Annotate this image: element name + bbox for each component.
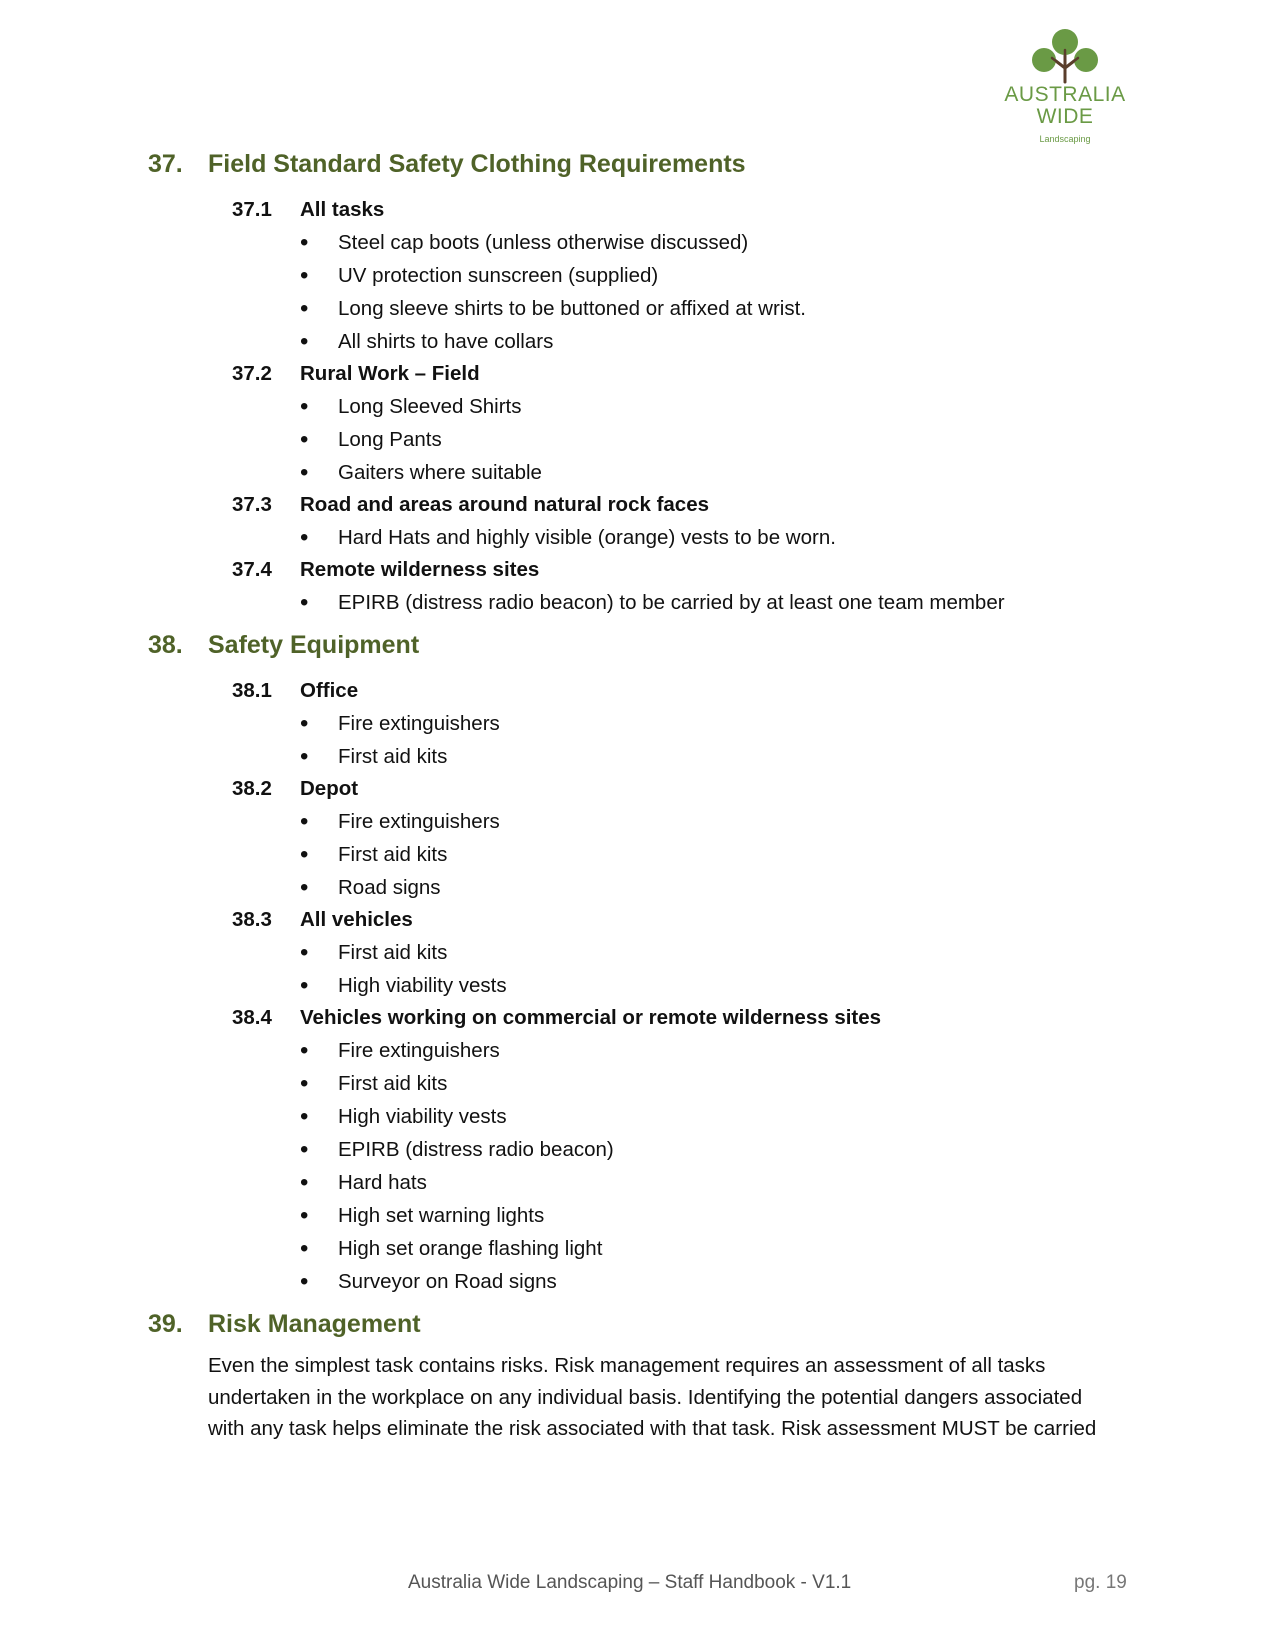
subsection-number: 37.3: [232, 493, 272, 516]
subsection-37-4: [232, 554, 1148, 619]
logo-name-line1: AUSTRALIA: [1004, 83, 1126, 106]
page-number: pg. 19: [1074, 1572, 1127, 1593]
list-item: • Gaiters where suitable: [300, 456, 1148, 489]
footer-title: Australia Wide Landscaping – Staff Handbook - V1.1: [408, 1572, 852, 1593]
subsection-title: Vehicles working on commercial or remote wilderness sites: [300, 1006, 882, 1029]
section-38: [148, 625, 1148, 1298]
list-item: • High viability vests: [300, 969, 1148, 1002]
subsection-number: 38.4: [232, 1006, 272, 1029]
subsection-number: 38.3: [232, 908, 272, 931]
subsection-title: Office: [300, 679, 359, 702]
logo-name-line2: WIDE: [1036, 105, 1094, 128]
subsection-37-1: [232, 194, 1148, 358]
list-item: • Surveyor on Road signs: [300, 1265, 1148, 1298]
subsection-title: Road and areas around natural rock faces: [300, 493, 709, 516]
section-number: 37.: [148, 150, 183, 178]
subsection-37-3: [232, 489, 1148, 554]
subsection-title: All vehicles: [300, 908, 413, 931]
subsection-number: 38.1: [232, 679, 272, 702]
list-item: • Long Pants: [300, 423, 1148, 456]
list-item: • UV protection sunscreen (supplied): [300, 259, 1148, 292]
document-body: [148, 144, 1148, 1465]
list-item: • Long sleeve shirts to be buttoned or affixed at wrist.: [300, 292, 1148, 325]
list-item: • First aid kits: [300, 936, 1148, 969]
list-item: • Fire extinguishers: [300, 805, 1148, 838]
list-item: • High set warning lights: [300, 1199, 1148, 1232]
list-item: • High viability vests: [300, 1100, 1148, 1133]
list-item: • Road signs: [300, 871, 1148, 904]
section-heading: [148, 144, 1148, 184]
subsection-title: Rural Work – Field: [300, 362, 480, 385]
subsection-38-1: [232, 675, 1148, 773]
section-39: [148, 1304, 1148, 1445]
list-item: • All shirts to have collars: [300, 325, 1148, 358]
subsection-title: Depot: [300, 777, 359, 800]
section-heading: [148, 1304, 1148, 1344]
subsection-title: All tasks: [300, 198, 385, 221]
logo-tagline: Landscaping: [1039, 134, 1091, 144]
list-item: • First aid kits: [300, 838, 1148, 871]
section-37: [148, 144, 1148, 619]
list-item: • Fire extinguishers: [300, 1034, 1148, 1067]
subsection-number: 37.1: [232, 198, 272, 221]
list-item: • Fire extinguishers: [300, 707, 1148, 740]
body-paragraph: Even the simplest task contains risks. Risk management requires an assessment of all tasks undertaken in the workplace on any individual basis. Identifying the potential dangers associated with any task helps eliminate the risk associated with that task. Risk assessment MUST be carried: [208, 1354, 1097, 1440]
section-number: 39.: [148, 1310, 183, 1338]
section-title: Safety Equipment: [208, 631, 420, 659]
list-item: • Steel cap boots (unless otherwise discussed): [300, 226, 1148, 259]
section-title: Field Standard Safety Clothing Requirements: [208, 150, 746, 178]
subsection-38-3: [232, 904, 1148, 1002]
subsection-38-2: [232, 773, 1148, 904]
subsection-title: Remote wilderness sites: [300, 558, 540, 581]
subsection-number: 37.2: [232, 362, 272, 385]
subsection-number: 37.4: [232, 558, 272, 581]
subsection-37-2: [232, 358, 1148, 489]
list-item: • Hard Hats and highly visible (orange) vests to be worn.: [300, 521, 1148, 554]
list-item: • High set orange flashing light: [300, 1232, 1148, 1265]
list-item: • Hard hats: [300, 1166, 1148, 1199]
tree-icon: [1030, 28, 1100, 84]
section-heading: [148, 625, 1148, 665]
list-item: • EPIRB (distress radio beacon): [300, 1133, 1148, 1166]
list-item: • EPIRB (distress radio beacon) to be carried by at least one team member: [300, 586, 1148, 619]
company-logo: [990, 28, 1140, 144]
section-title: Risk Management: [208, 1310, 421, 1338]
list-item: • First aid kits: [300, 740, 1148, 773]
list-item: • First aid kits: [300, 1067, 1148, 1100]
subsection-38-4: [232, 1002, 1148, 1298]
list-item: • Long Sleeved Shirts: [300, 390, 1148, 423]
subsection-number: 38.2: [232, 777, 272, 800]
section-number: 38.: [148, 631, 183, 659]
